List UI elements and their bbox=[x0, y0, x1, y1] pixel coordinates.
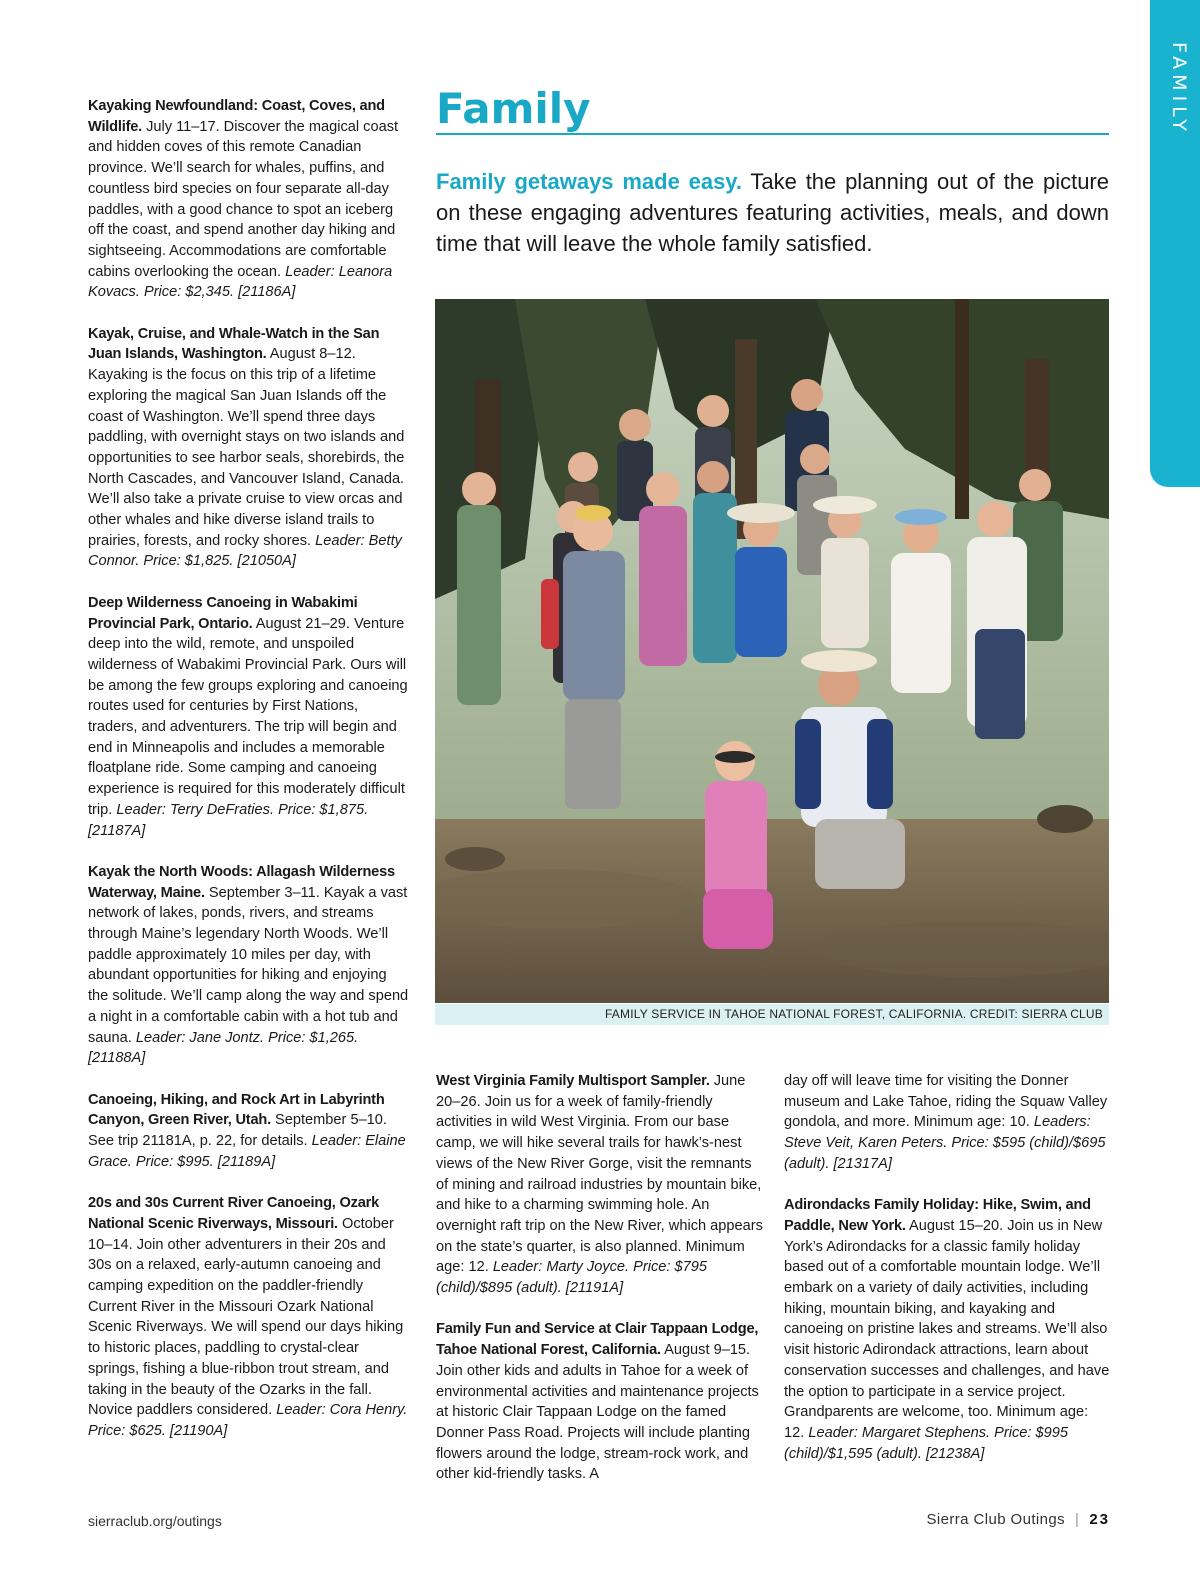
section-tab-label: FAMILY bbox=[1168, 42, 1190, 136]
trip-body: September 3–11. Kayak a vast network of lakes, ponds, rivers, and streams through Maine’s legendary North Woods. We’ll paddle approximately 10 miles per day, with abundant opportunities for hiking and enjoying the solitude. We’ll camp along the way and spend a night in a comfortable cabin with a hot tub and sauna. bbox=[88, 884, 409, 1046]
right-column bbox=[784, 1071, 1110, 1485]
trip-leader-price: Leader: Marty Joyce. Price: $795 (child)/$895 (adult). [21191A] bbox=[436, 1259, 707, 1297]
footer-separator: | bbox=[1075, 1511, 1080, 1528]
trip-title: Canoeing, Hiking, and Rock Art in Labyrinth Canyon, Green River, Utah. bbox=[88, 1091, 385, 1129]
trip-entry bbox=[88, 96, 410, 303]
intro-text: Take the planning out of the picture on these engaging adventures featuring activities, meals, and down time that will leave the whole family satisfied. bbox=[436, 169, 1109, 256]
trip-entry bbox=[88, 1193, 410, 1441]
page-number: 23 bbox=[1089, 1511, 1110, 1528]
intro-lead: Family getaways made easy. bbox=[436, 169, 743, 194]
trip-entry bbox=[88, 862, 410, 1069]
trip-entry bbox=[784, 1195, 1110, 1464]
trip-title: Kayak the North Woods: Allagash Wilderness Waterway, Maine. bbox=[88, 863, 395, 901]
footer-website: sierraclub.org/outings bbox=[88, 1513, 222, 1529]
trip-body: July 11–17. Discover the magical coast and hidden coves of this remote Canadian province. We’ll search for whales, puffins, and countless bird species on four separate all-day paddles, with a good chance to spot an iceberg off the coast, and spend another day hiking and sightseeing. Accommodations are comfortable cabins overlooking the ocean. bbox=[88, 118, 399, 280]
trip-title: Adirondacks Family Holiday: Hike, Swim, and Paddle, New York. bbox=[784, 1197, 1091, 1234]
trip-title: West Virginia Family Multisport Sampler. bbox=[436, 1073, 710, 1089]
trip-title: Kayaking Newfoundland: Coast, Coves, and Wildlife. bbox=[88, 98, 385, 135]
middle-column bbox=[436, 1071, 764, 1506]
trip-entry bbox=[88, 1090, 410, 1173]
trip-entry bbox=[88, 324, 410, 572]
trip-body: September 5–10. See trip 21181A, p. 22, for details. bbox=[88, 1112, 387, 1150]
group-photo-illustration bbox=[435, 299, 1109, 1003]
trip-leader-price: Leader: Terry DeFraties. Price: $1,875. [21187A] bbox=[88, 801, 369, 839]
trip-body: August 8–12. Kayaking is the focus on this trip of a lifetime exploring the magical San Juan Islands off the coast of Washington. We’ll spend three days paddling, with overnight stays on two islands and opportunities to see harbor seals, shorebirds, the North Cascades, and Vancouver Island, Canada. We’ll also take a private cruise to view orcas and other whales and hike diverse island trails to prairies, forests, and rocky shores. bbox=[88, 346, 405, 549]
group-photo bbox=[435, 299, 1109, 1003]
section-tab bbox=[1150, 0, 1200, 487]
trip-entry bbox=[88, 593, 410, 841]
trip-body: August 21–29. Venture deep into the wild, remote, and unspoiled wilderness of Wabakimi Provincial Park. Ours will be among the few groups exploring and canoeing routes used for centuries by First Nations, traders, and adventurers. The trip will begin and end in Minneapolis and includes a memorable floatplane ride. Some camping and canoeing experience is required for this moderately difficult trip. bbox=[88, 615, 408, 818]
photo-caption: FAMILY SERVICE IN TAHOE NATIONAL FOREST, CALIFORNIA. CREDIT: SIERRA CLUB bbox=[604, 1007, 1103, 1021]
trip-title: Family Fun and Service at Clair Tappaan Lodge, Tahoe National Forest, California. bbox=[436, 1321, 759, 1359]
left-column bbox=[88, 96, 410, 1462]
trip-entry bbox=[436, 1071, 764, 1299]
trip-body: June 20–26. Join us for a week of family-friendly activities in wild West Virginia. From our base camp, we will hike several trails for hawk’s-nest views of the New River Gorge, visit the remnants of mining and railroad industries by mountain bike, and hike to a charming swimming hole. An overnight raft trip on the New River, which appears on the state’s quarter, is also planned. Minimum age: 12. bbox=[436, 1073, 763, 1276]
trip-leader-price: Leader: Leanora Kovacs. Price: $2,345. [21186A] bbox=[88, 263, 393, 301]
trip-leader-price: Leader: Elaine Grace. Price: $995. [21189A] bbox=[88, 1133, 406, 1170]
publication-name: Sierra Club Outings bbox=[926, 1511, 1066, 1528]
trip-title: 20s and 30s Current River Canoeing, Ozark National Scenic Riverways, Missouri. bbox=[88, 1195, 380, 1232]
trip-body: October 10–14. Join other adventurers in their 20s and 30s on a relaxed, early-autumn canoeing and camping expedition on the paddler-friendly Current River in the Missouri Ozark National Scenic Riverways. We will spend our days hiking to historic places, paddling to crystal-clear springs, fishing a blue-ribbon trout stream, and taking in the beauty of the Ozarks in the fall. Novice paddlers considered. bbox=[88, 1215, 404, 1419]
trip-body: day off will leave time for visiting the Donner museum and Lake Tahoe, riding the Squaw Valley gondola, and more. Minimum age: 10. bbox=[784, 1073, 1108, 1131]
title-divider bbox=[436, 133, 1109, 135]
section-title: Family bbox=[436, 84, 591, 133]
trip-leader-price: Leaders: Steve Veit, Karen Peters. Price: $595 (child)/$695 (adult). [21317A] bbox=[784, 1114, 1106, 1172]
trip-leader-price: Leader: Betty Connor. Price: $1,825. [21050A] bbox=[88, 532, 402, 570]
trip-leader-price: Leader: Jane Jontz. Price: $1,265. [21188A] bbox=[88, 1029, 359, 1067]
section-intro bbox=[436, 166, 1109, 259]
trip-entry bbox=[784, 1071, 1110, 1175]
trip-title: Kayak, Cruise, and Whale-Watch in the San Juan Islands, Washington. bbox=[88, 325, 380, 363]
trip-leader-price: Leader: Cora Henry. Price: $625. [21190A] bbox=[88, 1402, 408, 1439]
trip-body: August 9–15. Join other kids and adults in Tahoe for a week of environmental activities and maintenance projects at historic Clair Tappaan Lodge on the famed Donner Pass Road. Projects will include planting flowers around the lodge, stream-rock work, and other kid-friendly tasks. A bbox=[436, 1342, 759, 1483]
footer-publication bbox=[927, 1511, 1110, 1528]
trip-title: Deep Wilderness Canoeing in Wabakimi Provincial Park, Ontario. bbox=[88, 594, 358, 632]
photo-caption-bar bbox=[435, 1004, 1109, 1025]
trip-body: August 15–20. Join us in New York’s Adirondacks for a classic family holiday based out of a comfortable mountain lodge. We’ll embark on a variety of daily activities, including hiking, mountain biking, and kayaking and canoeing on pristine lakes and streams. We’ll also visit historic Adirondack attractions, learn about conservation successes and challenges, and have the option to participate in a service project. Grandparents are welcome, too. Minimum age: 12. bbox=[784, 1217, 1110, 1441]
trip-entry bbox=[436, 1319, 764, 1485]
trip-leader-price: Leader: Margaret Stephens. Price: $995 (child)/$1,595 (adult). [21238A] bbox=[784, 1424, 1068, 1462]
